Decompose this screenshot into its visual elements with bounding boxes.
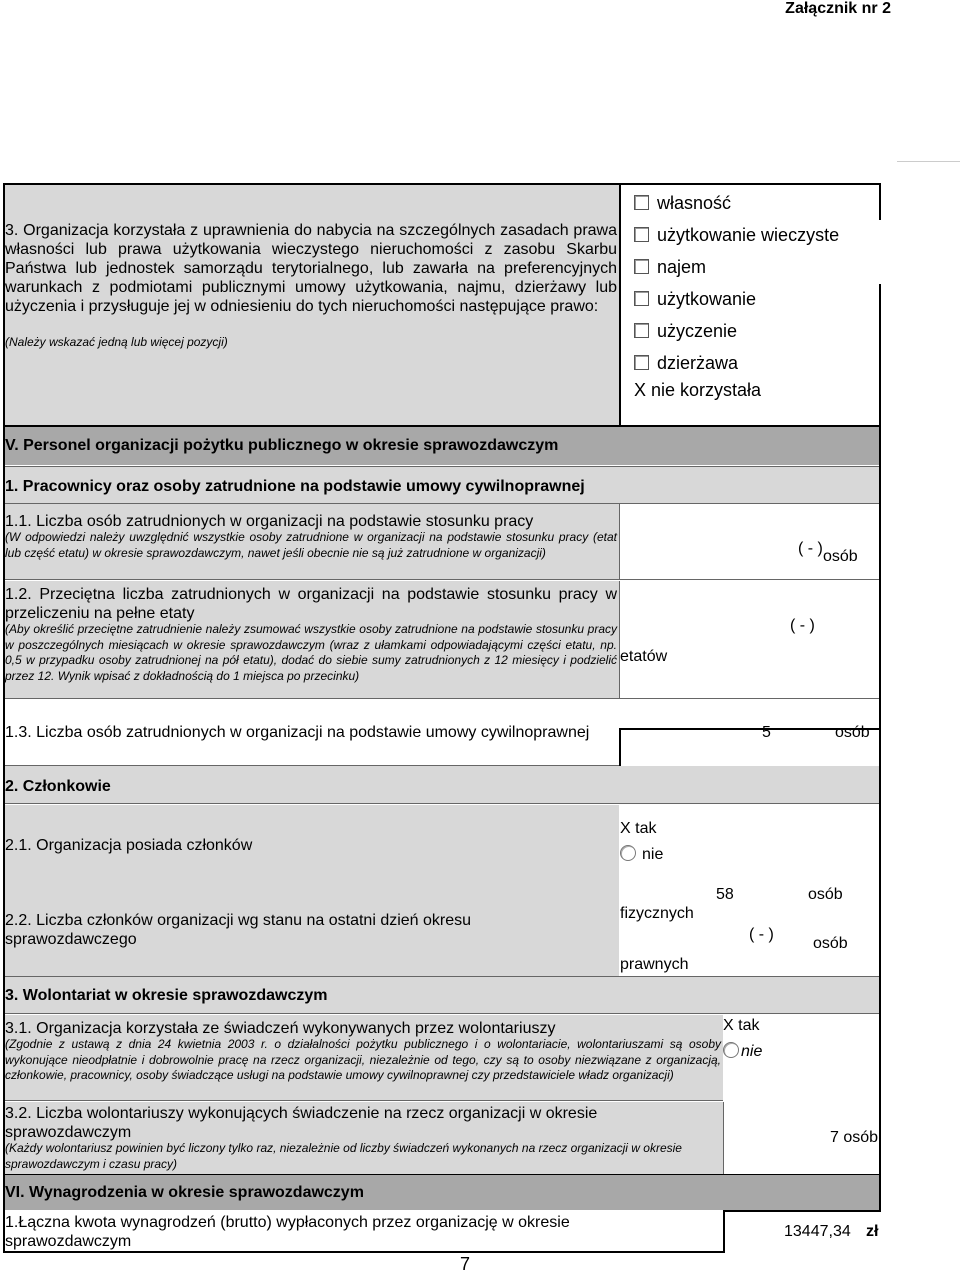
q22-legal-unit: osób xyxy=(813,935,848,952)
property-rights-question: 3. Organizacja korzystała z uprawnienia do nabycia na szczególnych zasadach prawa własności lub prawa użytkowania wieczystego nieruchomości z zasobu Skarbu Państwa lub jednostek samorządu terytorialnego, lub zawarła na preferencyjnych warunkach z podmiotami publicznymi umowy użytkowania, najmu, dzierżawy lub użyczenia i przysługuje jej w odniesieniu do tych nieruchomości następujące prawo: xyxy=(5,222,617,315)
q13-text: 1.3. Liczba osób zatrudnionych w organizacji na podstawie umowy cywilnoprawnej xyxy=(5,724,590,741)
vi-q1-text: 1.Łączna kwota wynagrodzeń (brutto) wypłaconych przez organizację w okresie sprawozdawczym xyxy=(5,1214,570,1250)
q13-unit: osób xyxy=(835,724,870,741)
attachment-label: Załącznik nr 2 xyxy=(785,0,891,17)
vi-q1-unit: zł xyxy=(866,1223,879,1240)
option-lending[interactable]: użyczenie xyxy=(634,321,737,341)
q32-value: 7 osób xyxy=(830,1129,879,1146)
section-v-title: V. Personel organizacji pożytku publicznego w okresie sprawozdawczym xyxy=(5,437,559,454)
q21-no-option[interactable]: nie xyxy=(620,845,663,864)
q11-text: 1.1. Liczba osób zatrudnionych w organizacji na podstawie stosunku pracy xyxy=(5,513,534,530)
option-usufruct[interactable]: użytkowanie xyxy=(634,289,756,309)
checkbox-icon[interactable] xyxy=(634,323,649,338)
vi-q1-value: 13447,34 xyxy=(784,1223,851,1240)
q31-text: 3.1. Organizacja korzystała ze świadczeń wykonywanych przez wolontariuszy xyxy=(5,1020,556,1037)
checkbox-icon[interactable] xyxy=(634,355,649,370)
option-not-used-selected[interactable]: X nie korzystała xyxy=(634,380,762,400)
q32-text: 3.2. Liczba wolontariuszy wykonujących świadczenie na rzecz organizacji w okresie sprawozdawczym xyxy=(5,1105,598,1141)
divider xyxy=(897,161,960,162)
subsection-3-title: 3. Wolontariat w okresie sprawozdawczym xyxy=(5,987,328,1004)
q12-unit: etatów xyxy=(620,648,668,665)
option-lease[interactable]: najem xyxy=(634,257,706,277)
q22-legal-value: ( - ) xyxy=(749,926,774,943)
subsection-2-header xyxy=(5,766,879,804)
q22-physical-value: 58 xyxy=(716,886,734,903)
option-perpetual-usufruct[interactable]: użytkowanie wieczyste xyxy=(634,225,839,245)
q22-legal-label: prawnych xyxy=(620,956,689,973)
page-number: 7 xyxy=(460,1254,471,1274)
radio-icon[interactable] xyxy=(620,845,636,861)
q13-value: 5 xyxy=(762,724,771,741)
radio-icon[interactable] xyxy=(723,1042,739,1058)
checkbox-icon[interactable] xyxy=(634,227,649,242)
subsection-1-title: 1. Pracownicy oraz osoby zatrudnione na podstawie umowy cywilnoprawnej xyxy=(5,478,585,495)
q32-note: (Każdy wolontariusz powinien być liczony tylko raz, niezależnie od liczby świadczeń wykonanych na rzecz organizacji w okresie sprawozdawczym i czasu pracy) xyxy=(5,1141,682,1171)
checkbox-icon[interactable] xyxy=(634,195,649,210)
checkbox-icon[interactable] xyxy=(634,259,649,274)
frame-gap xyxy=(878,220,881,284)
option-tenancy[interactable]: dzierżawa xyxy=(634,353,738,373)
q11-unit: osób xyxy=(823,548,858,565)
q12-note: (Aby określić przeciętne zatrudnienie należy zsumować wszystkie osoby zatrudnione na podstawie stosunku pracy w poszczególnych miesiącach w okresie sprawozdawczym (wraz z ułamkami odpowiadającymi części etatu, np. 0,5 w przypadku osoby zatrudnionej na pół etatu), dodać do siebie sumy zatrudnionych z 12 miesięcy i podzielić przez 12. Wynik wpisać z dokładnością do 1 miejsca po przecinku) xyxy=(5,622,617,683)
property-rights-note: (Należy wskazać jedną lub więcej pozycji) xyxy=(5,335,228,349)
q21-text: 2.1. Organizacja posiada członków xyxy=(5,837,253,854)
q12-value: ( - ) xyxy=(790,617,815,634)
checkbox-icon[interactable] xyxy=(634,291,649,306)
section-vi-title: VI. Wynagrodzenia w okresie sprawozdawczym xyxy=(5,1184,364,1201)
q11-answer-cell[interactable] xyxy=(619,504,879,580)
q22-text: 2.2. Liczba członków organizacji wg stanu na ostatni dzień okresu sprawozdawczego xyxy=(5,912,472,948)
q12-answer-cell[interactable] xyxy=(619,581,879,699)
q22-physical-label: fizycznych xyxy=(620,905,694,922)
q11-note: (W odpowiedzi należy uwzględnić wszystkie osoby zatrudnione w organizacji na podstawie stosunku pracy (etat lub część etatu) w okresie sprawozdawczym, nawet jeśli obecnie nie są już zatrudnione w organizacji) xyxy=(5,530,617,560)
option-ownership[interactable]: własność xyxy=(634,193,731,213)
q21-yes-selected[interactable]: X tak xyxy=(620,820,657,837)
q31-no-option[interactable]: nie xyxy=(723,1042,762,1061)
q12-text: 1.2. Przeciętna liczba zatrudnionych w organizacji na podstawie stosunku pracy w przeliczeniu na pełne etaty xyxy=(5,586,617,622)
q22-physical-unit: osób xyxy=(808,886,843,903)
subsection-2-title: 2. Członkowie xyxy=(5,778,111,795)
q31-note: (Zgodnie z ustawą z dnia 24 kwietnia 2003 r. o działalności pożytku publicznego i o wolontariacie, wolontariuszami są osoby wykonujące nieodpłatnie i dobrowolnie pracę na rzecz organizacji, niezależnie od tego, czy są to osoby niezwiązane z organizacją, członkowie, pracownicy, osoby świadczące usługi na podstawie umowy cywilnoprawnej czy przedstawiciele władz organizacji) xyxy=(5,1037,721,1082)
q31-yes-selected[interactable]: X tak xyxy=(723,1017,760,1034)
q11-value: ( - ) xyxy=(798,540,823,557)
